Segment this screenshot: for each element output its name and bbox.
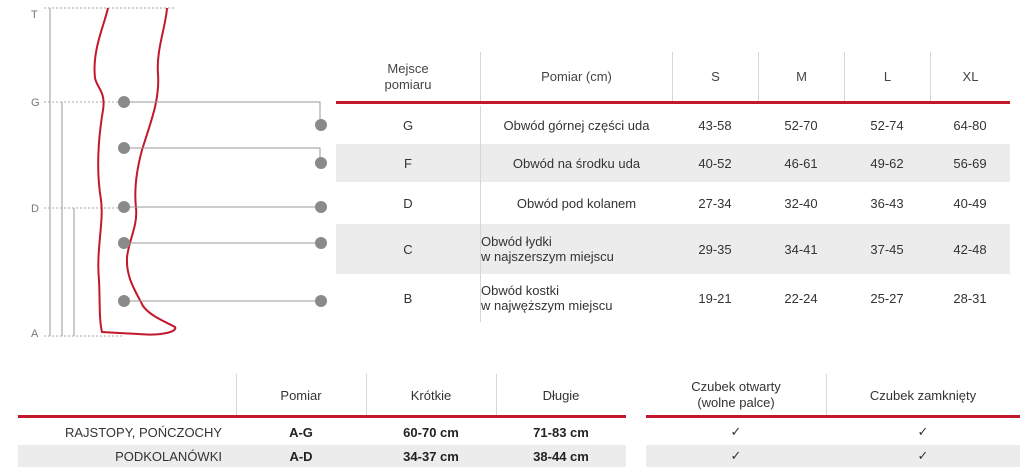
row-value-s: 19-21 <box>698 290 732 306</box>
row-value-s: 29-35 <box>698 241 732 257</box>
header-divider <box>336 101 1010 104</box>
leg-outline <box>95 8 176 335</box>
length-row-closed-check: ✓ <box>917 424 929 439</box>
length-row-short: 60-70 cm <box>403 424 459 440</box>
row-value-xl: 42-48 <box>953 241 987 257</box>
size-row <box>336 106 1010 144</box>
header-size-l: L <box>844 52 930 102</box>
header-divider-right <box>646 415 1020 418</box>
row-value-l: 52-74 <box>870 117 904 133</box>
row-value-xl: 56-69 <box>953 155 987 171</box>
row-points <box>315 119 327 307</box>
length-row-long: 71-83 cm <box>533 424 589 440</box>
size-row <box>336 224 1010 274</box>
row-value-s: 40-52 <box>698 155 732 171</box>
row-measure-line: Obwód łydki <box>481 234 552 249</box>
row-value-m: 46-61 <box>784 155 818 171</box>
length-row <box>18 421 1020 443</box>
row-point-b <box>315 295 327 307</box>
row-value-l: 25-27 <box>870 290 904 306</box>
row-value-l: 37-45 <box>870 241 904 257</box>
level-guides <box>44 8 175 336</box>
row-value-m: 34-41 <box>784 241 818 257</box>
length-row <box>18 445 1020 467</box>
row-value-xl: 64-80 <box>953 117 987 133</box>
leg-point-g <box>118 96 130 108</box>
row-value-s: 43-58 <box>698 117 732 133</box>
row-value-m: 32-40 <box>784 195 818 211</box>
measure-leaders <box>124 102 320 301</box>
row-value-xl: 28-31 <box>953 290 987 306</box>
row-point-label: F <box>404 155 412 171</box>
length-row-short: 34-37 cm <box>366 445 496 467</box>
header-closed-toe: Czubek zamknięty <box>869 387 977 403</box>
row-point-g <box>315 119 327 131</box>
size-row <box>336 274 1010 322</box>
row-point-label: G <box>402 117 414 133</box>
size-row <box>336 182 1010 224</box>
size-table-header <box>336 52 1010 102</box>
length-row-pomiar: A-D <box>236 445 366 467</box>
leg-point-c <box>118 237 130 249</box>
length-row-name: PODKOLANÓWKI <box>18 445 236 467</box>
row-point-label: D <box>403 195 413 211</box>
row-measure: Obwód na środku uda <box>480 144 672 182</box>
row-value-l: 49-62 <box>870 155 904 171</box>
length-row-open-check: ✓ <box>730 424 742 439</box>
row-measure <box>480 224 672 274</box>
row-value-xl: 40-49 <box>953 195 987 211</box>
row-point-label: C <box>403 241 413 257</box>
row-point-label: B <box>403 290 413 306</box>
row-point-c <box>315 237 327 249</box>
leg-point-b <box>118 295 130 307</box>
length-row-pomiar: A-G <box>289 424 313 440</box>
row-measure: Obwód górnej części uda <box>480 106 672 144</box>
level-label-d: D <box>31 203 39 215</box>
header-location: Mejsce pomiaru <box>384 61 432 92</box>
length-table-header <box>18 374 1020 416</box>
row-point-d <box>315 201 327 213</box>
leg-point-d <box>118 201 130 213</box>
level-label-a: A <box>31 328 39 340</box>
header-long: Długie <box>542 387 580 403</box>
leg-diagram <box>0 0 336 346</box>
row-point-f <box>315 157 327 169</box>
length-row-name: RAJSTOPY, POŃCZOCHY <box>65 424 222 440</box>
size-table <box>336 52 1010 322</box>
row-value-m: 52-70 <box>784 117 818 133</box>
header-open-toe-line: Czubek otwarty <box>691 379 781 394</box>
row-measure-line: w najszerszym miejscu <box>481 249 614 264</box>
row-measure-line: w najwęższym miejscu <box>481 298 613 313</box>
header-size-s: S <box>672 52 758 102</box>
header-size-xl: XL <box>930 52 1010 102</box>
length-row-long: 38-44 cm <box>496 445 626 467</box>
row-value-m: 22-24 <box>784 290 818 306</box>
leg-point-f <box>118 142 130 154</box>
header-measure: Pomiar (cm) <box>480 52 672 102</box>
size-row <box>336 144 1010 182</box>
level-label-t: T <box>31 9 38 21</box>
row-measure: Obwód pod kolanem <box>480 182 672 224</box>
row-value-l: 36-43 <box>870 195 904 211</box>
length-table <box>18 374 1020 470</box>
length-guides <box>50 8 74 336</box>
row-measure-line: Obwód kostki <box>481 283 560 298</box>
header-size-m: M <box>758 52 844 102</box>
length-row-closed-check: ✓ <box>826 445 1020 467</box>
length-row-open-check: ✓ <box>646 445 826 467</box>
row-value-s: 27-34 <box>698 195 732 211</box>
header-open-toe-line: (wolne palce) <box>697 395 775 410</box>
header-pomiar: Pomiar <box>280 387 322 403</box>
row-measure <box>480 274 672 322</box>
header-divider-left <box>18 415 626 418</box>
header-short: Krótkie <box>410 387 452 403</box>
level-label-g: G <box>31 97 40 109</box>
header-open-toe <box>646 374 826 416</box>
